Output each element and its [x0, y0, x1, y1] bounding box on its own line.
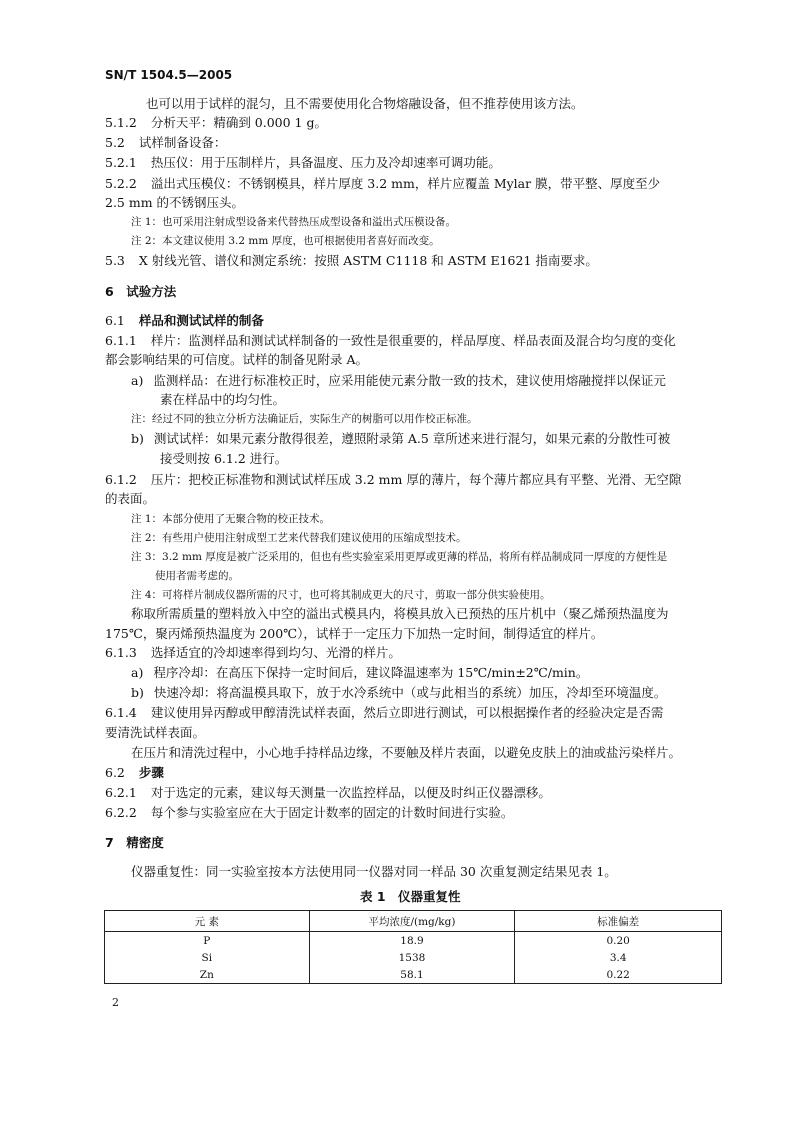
clause-number: 6.1.4	[105, 705, 137, 720]
note-line: 注 2：本文建议使用 3.2 mm 厚度，也可根据使用者喜好而改变。	[131, 235, 440, 247]
note-line: 注 1：也可采用注射成型设备来代替热压成型设备和溢出式压模设备。	[131, 216, 457, 228]
text-line: 称取所需质量的塑料放入中空的溢出式模具内，将模具放入已预热的压片机中（聚乙烯预热温度为	[131, 606, 669, 621]
text-line: 素在样品中的均匀性。	[160, 392, 286, 407]
table-cell: 0.22	[515, 966, 722, 984]
list-text: 测试试样：如果元素分散得很差，遵照附录第 A.5 章所述来进行混匀，如果元素的分散性可被	[153, 431, 671, 446]
section-6-heading: 6 试验方法	[105, 284, 177, 299]
note-line: 使用者需考虑的。	[155, 570, 239, 582]
list-text: 快速冷却：将高温模具取下，放于水冷系统中（或与此相当的系统）加压，冷却至环境温度。	[153, 685, 667, 700]
section-7-heading: 7 精密度	[105, 835, 164, 850]
clause-text: 压片：把校正标准物和测试试样压成 3.2 mm 厚的薄片，每个薄片都应具有平整、光滑、无空隙	[150, 472, 682, 487]
list-item-a	[131, 665, 588, 681]
clause-text: 选择适宜的冷却速率得到均匀、光滑的样片。	[150, 645, 401, 660]
list-text: 监测样品：在进行标准校正时，应采用能使元素分散一致的技术，建议使用熔融搅拌以保证元	[153, 373, 666, 388]
table-row	[105, 949, 722, 966]
list-label: a)	[131, 373, 144, 388]
clause-6-1-4	[105, 705, 663, 721]
note-line: 注 1：本部分使用了无聚合物的校正技术。	[131, 513, 331, 525]
clause-heading: 步骤	[138, 765, 164, 780]
table-cell: 1538	[309, 949, 515, 966]
table-cell: P	[105, 932, 310, 950]
page-number: 2	[112, 996, 119, 1009]
clause-text: 热压仪：用于压制样片，具备温度、压力及冷却速率可调功能。	[150, 155, 501, 170]
text-line: 接受则按 6.1.2 进行。	[160, 451, 288, 466]
column-header: 平均浓度/(mg/kg)	[309, 911, 515, 932]
clause-number: 5.2.2	[105, 176, 137, 191]
clause-text: 试样制备设备：	[138, 135, 227, 150]
clause-text: 溢出式压模仪：不锈钢模具，样片厚度 3.2 mm，样片应覆盖 Mylar 膜，带平整、厚度至少	[150, 176, 661, 191]
note-line: 注 4：可将样片制成仪器所需的尺寸，也可将其制成更大的尺寸，剪取一部分供实验使用。	[131, 589, 551, 601]
repeatability-table	[104, 910, 722, 984]
table-row	[105, 966, 722, 984]
column-header: 元 素	[105, 911, 310, 932]
table-cell: 18.9	[309, 932, 515, 950]
clause-text: 建议使用异丙醇或甲醇清洗试样表面，然后立即进行测试，可以根据操作者的经验决定是否需	[150, 705, 664, 720]
clause-6-2-2	[105, 805, 513, 821]
list-label: a)	[131, 665, 144, 680]
clause-number: 5.3	[105, 253, 125, 268]
clause-5-3	[105, 253, 598, 269]
clause-5-2-2	[105, 176, 660, 192]
column-header: 标准偏差	[515, 911, 722, 932]
table-row	[105, 932, 722, 950]
text-line: 都会影响结果的可信度。试样的制备见附录 A。	[105, 352, 369, 367]
clause-text: 每个参与实验室应在大于固定计数率的固定的计数时间进行实验。	[150, 805, 514, 820]
text-line: 也可以用于试样的混匀，且不需要使用化合物熔融设备，但不推荐使用该方法。	[146, 96, 584, 111]
list-item-a	[131, 373, 666, 389]
clause-5-2	[105, 135, 226, 151]
clause-text: 对于选定的元素，建议每天测量一次监控样品，以便及时纠正仪器漂移。	[150, 785, 551, 800]
list-label: b)	[131, 685, 144, 700]
list-item-b	[131, 431, 670, 447]
list-label: b)	[131, 431, 144, 446]
text-line: 2.5 mm 的不锈钢压头。	[105, 195, 245, 210]
clause-number: 6.2.1	[105, 785, 137, 800]
note-line: 注 3：3.2 mm 厚度是被广泛采用的，但也有些实验室采用更厚或更薄的样品，将所有样品制成同一厚度的方便性是	[131, 551, 668, 563]
clause-6-1-1	[105, 333, 676, 349]
clause-number: 6.1.3	[105, 645, 137, 660]
standard-code-header: SN/T 1504.5—2005	[105, 68, 233, 82]
table-cell: 58.1	[309, 966, 515, 984]
clause-text: X 射线光管、谱仪和测定系统：按照 ASTM C1118 和 ASTM E1621 指南要求。	[138, 253, 598, 268]
clause-text: 样片：监测样品和测试试样制备的一致性是很重要的，样品厚度、样品表面及混合均匀度的变化	[150, 333, 676, 348]
text-line: 175℃，聚丙烯预热温度为 200℃），试样于一定压力下加热一定时间，制得适宜的样片。	[105, 626, 604, 641]
clause-number: 6.1.2	[105, 472, 137, 487]
note-line: 注：经过不同的独立分析方法确证后，实际生产的树脂可以用作校正标准。	[131, 413, 478, 425]
clause-number: 5.1.2	[105, 115, 137, 130]
text-line: 的表面。	[105, 491, 156, 506]
clause-number: 6.1	[105, 313, 125, 328]
clause-heading: 样品和测试试样的制备	[138, 313, 264, 328]
clause-6-1-3	[105, 645, 401, 661]
clause-5-1-2	[105, 115, 327, 131]
table-title: 表 1 仪器重复性	[360, 889, 461, 904]
text-line: 要清洗试样表面。	[105, 725, 206, 740]
table-header-row	[105, 911, 722, 932]
table-cell: 0.20	[515, 932, 722, 950]
table-cell: Zn	[105, 966, 310, 984]
clause-5-2-1	[105, 155, 501, 171]
list-item-b	[131, 685, 666, 701]
clause-6-1	[105, 313, 264, 329]
clause-number: 5.2.1	[105, 155, 137, 170]
clause-number: 6.2	[105, 765, 125, 780]
clause-number: 5.2	[105, 135, 125, 150]
table-cell: Si	[105, 949, 310, 966]
clause-number: 6.1.1	[105, 333, 137, 348]
clause-number: 6.2.2	[105, 805, 137, 820]
table-cell: 3.4	[515, 949, 722, 966]
clause-6-2	[105, 765, 164, 781]
clause-6-2-1	[105, 785, 551, 801]
clause-text: 分析天平：精确到 0.000 1 g。	[150, 115, 327, 130]
text-line: 在压片和清洗过程中，小心地手持样品边缘，不要触及样片表面，以避免皮肤上的油或盐污染样片。	[131, 745, 682, 760]
list-text: 程序冷却：在高压下保持一定时间后，建议降温速率为 15℃/min±2℃/min。	[153, 665, 589, 680]
text-line: 仪器重复性：同一实验室按本方法使用同一仪器对同一样品 30 次重复测定结果见表 1。	[131, 864, 617, 879]
note-line: 注 2：有些用户使用注射成型工艺来代替我们建议使用的压缩成型技术。	[131, 532, 467, 544]
clause-6-1-2	[105, 472, 681, 488]
